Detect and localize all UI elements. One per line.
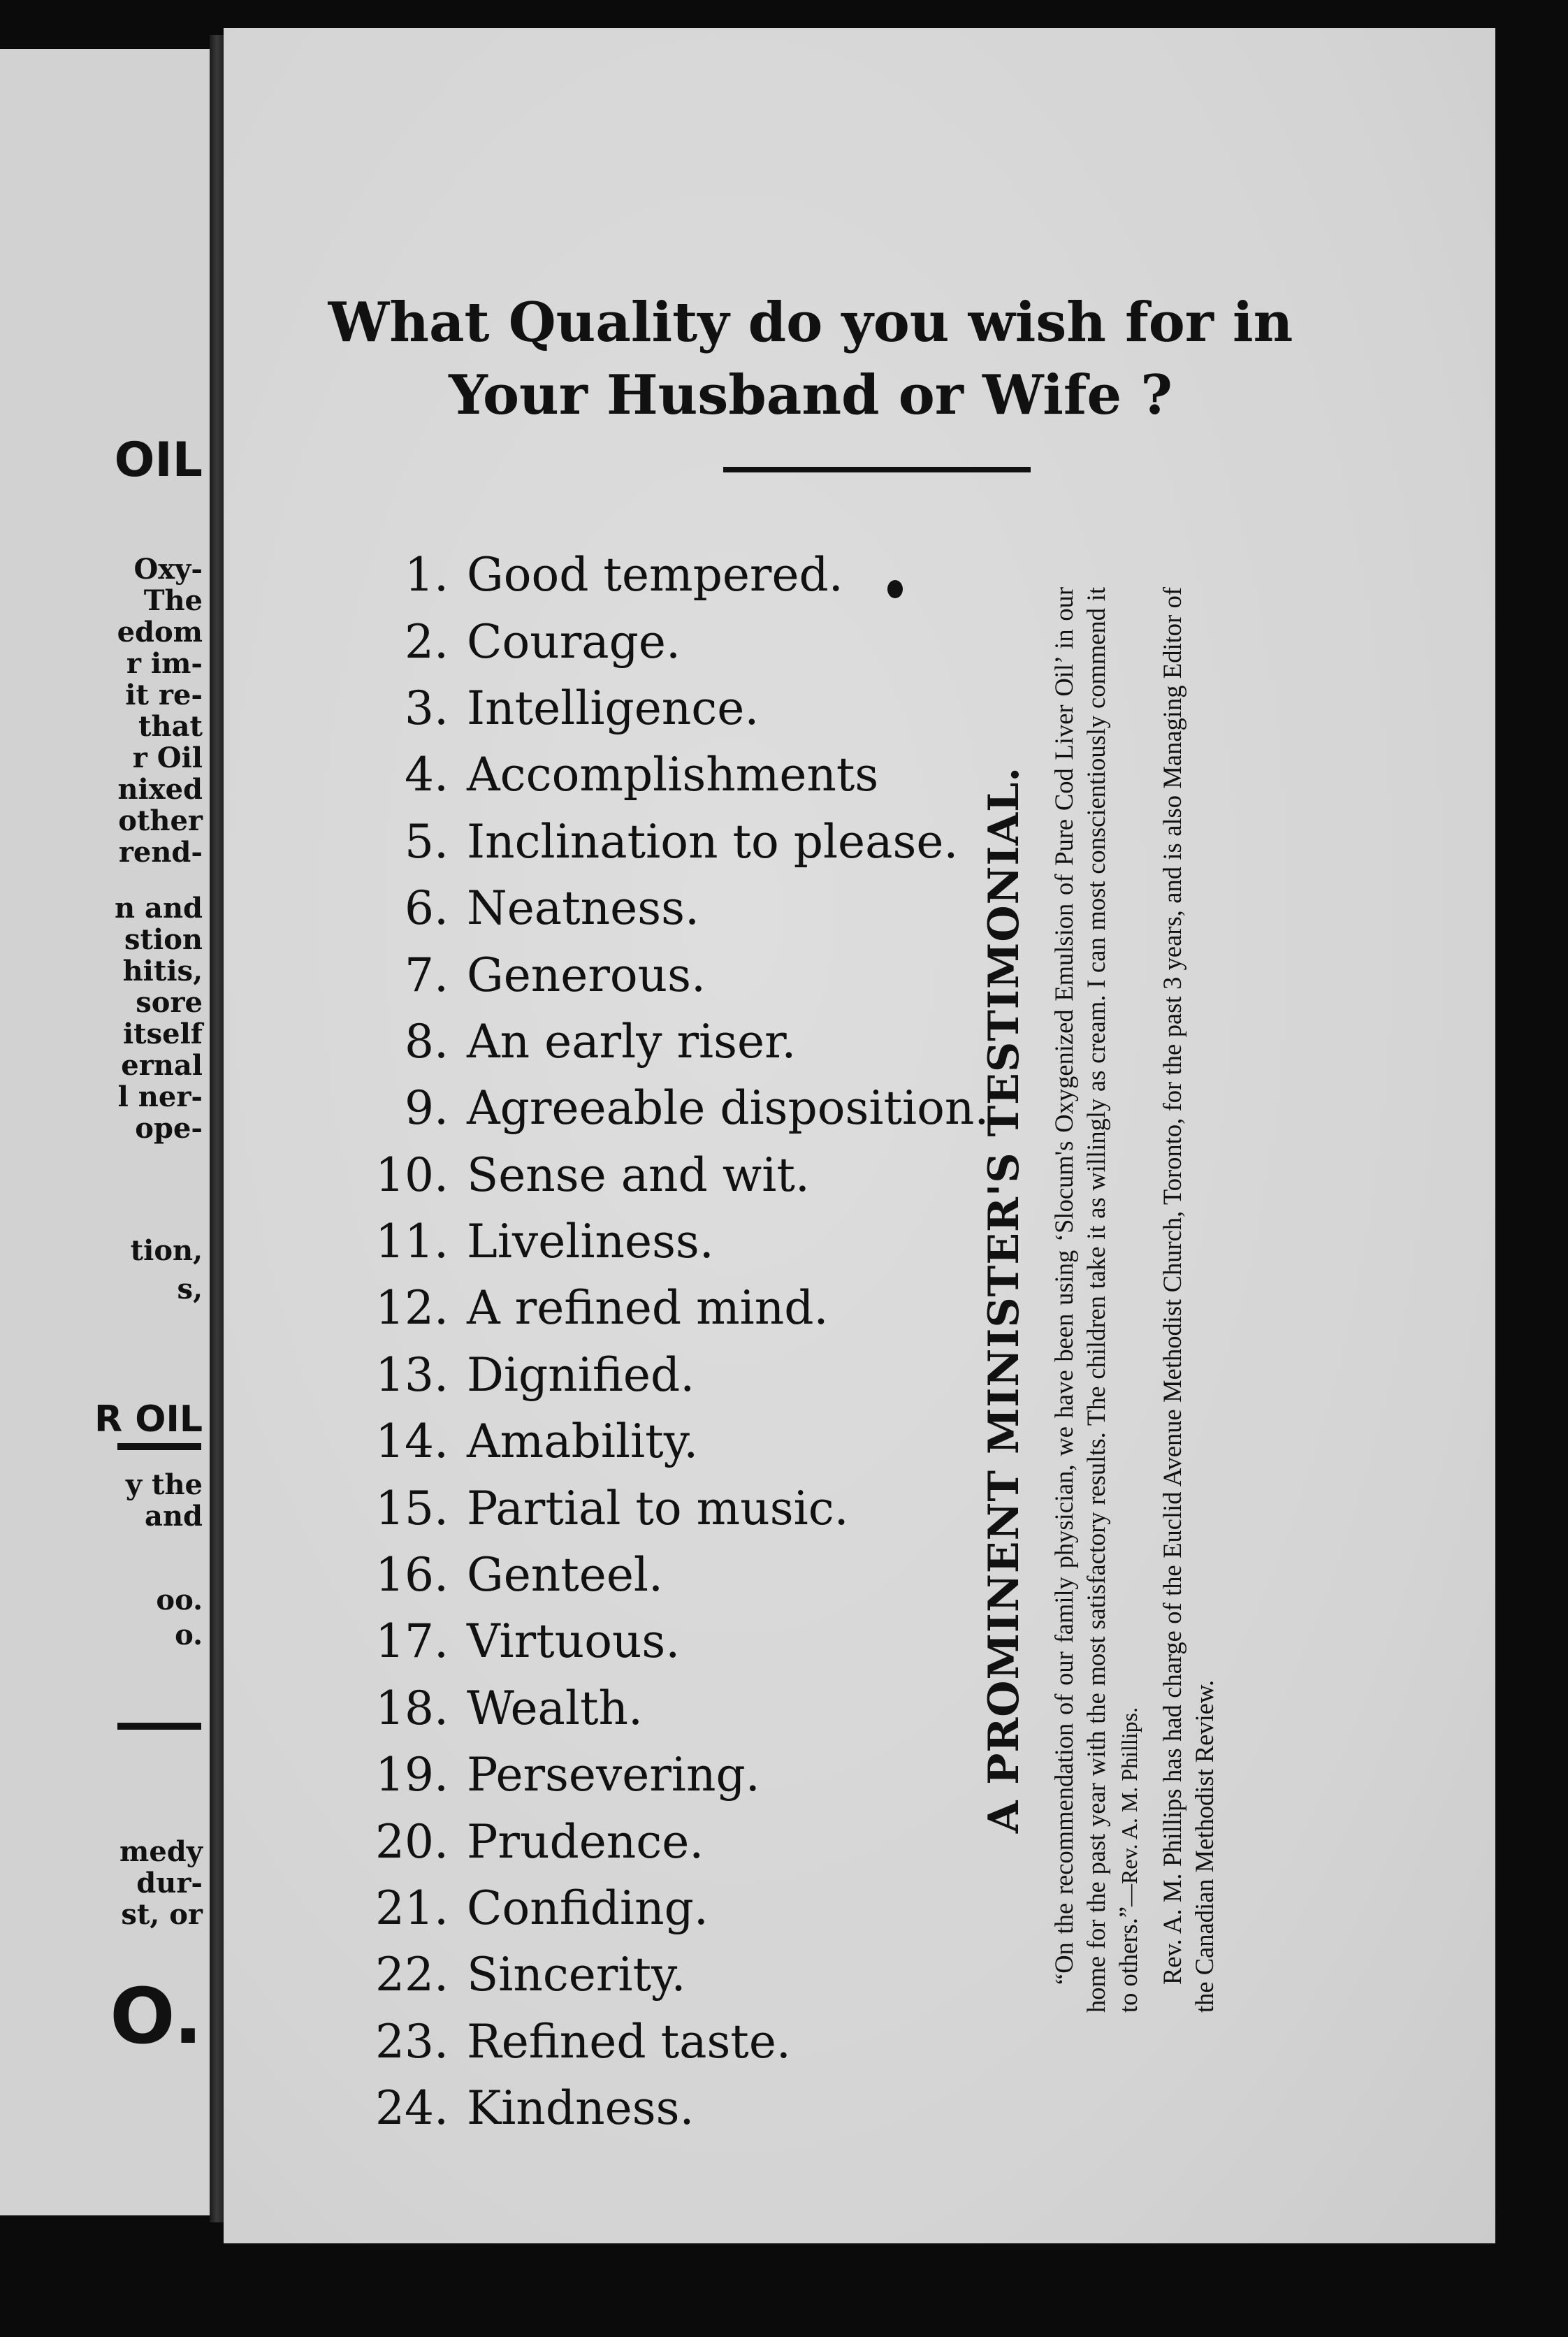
quality-text: Genteel. <box>467 1548 664 1602</box>
quality-text: Neatness. <box>467 881 699 936</box>
left-fragment: oo. <box>156 1584 203 1616</box>
title-line-1: What Quality do you wish for in <box>328 291 1293 354</box>
quality-text: Good tempered. <box>467 548 843 602</box>
left-fragment: medy <box>119 1835 203 1868</box>
quality-text: Accomplishments <box>467 748 879 802</box>
page-fold <box>210 35 224 2222</box>
quality-number: 13. <box>375 1347 449 1402</box>
quality-text: Courage. <box>467 614 681 669</box>
left-fragment: Oxy- <box>133 553 203 586</box>
left-fragment: st, or <box>121 1898 203 1931</box>
quality-number: 9. <box>405 1081 449 1136</box>
quality-number: 16. <box>375 1548 449 1602</box>
left-fragment: n and <box>115 892 203 925</box>
testimonial-column <box>978 587 1349 2013</box>
title-line-2: Your Husband or Wife ? <box>449 363 1173 427</box>
left-fragment: sore <box>136 986 203 1019</box>
quality-number: 7. <box>405 948 449 1002</box>
quality-text: Partial to music. <box>467 1481 849 1535</box>
quality-number: 10. <box>375 1148 449 1202</box>
quality-text: Prudence. <box>467 1814 704 1869</box>
quality-number: 3. <box>405 681 449 735</box>
quality-text: Amability. <box>467 1414 699 1469</box>
quality-text: Generous. <box>467 948 706 1002</box>
quality-text: Dignified. <box>467 1347 695 1402</box>
quality-text: An early riser. <box>467 1014 797 1069</box>
quality-number: 17. <box>375 1614 449 1669</box>
left-fragment: hitis, <box>122 955 203 987</box>
left-fragment: itself <box>122 1018 203 1050</box>
testimonial-note: Rev. A. M. Phillips has had charge of the Euclid Avenue Methodist Church, Toronto, for the past 3 years, and is also Managing Editor of the Canadian Methodist Review. <box>1158 587 1219 2013</box>
left-fragment: nixed <box>117 773 203 806</box>
left-fragment: s, <box>177 1273 203 1305</box>
quality-number: 14. <box>375 1414 449 1469</box>
testimonial-quote-text: “On the recommendation of our family physician, we have been using ‘Slocum's Oxygenized Emulsion of Pure Cod Liver Oil’ in our home for the past year with the most satisfactory results. The children take it as willingly as cream. I can most conscientiously commend it to others.” <box>1050 587 1142 2013</box>
left-fragment: ope- <box>135 1112 203 1145</box>
quality-number: 24. <box>375 2081 449 2136</box>
quality-number: 1. <box>405 548 449 602</box>
left-fragment: o. <box>175 1619 203 1651</box>
left-fragment: tion, <box>130 1234 203 1267</box>
left-fragment: OIL <box>114 433 203 488</box>
left-rule <box>117 1443 201 1450</box>
left-fragment: stion <box>124 923 203 956</box>
left-fragment: O. <box>110 1971 203 2061</box>
quality-number: 12. <box>375 1281 449 1336</box>
left-fragment: R OIL <box>94 1398 203 1440</box>
left-fragment: and <box>145 1500 203 1533</box>
quality-number: 5. <box>405 814 449 869</box>
left-fragment: it re- <box>125 679 203 711</box>
testimonial-heading: A PROMINENT MINISTER'S TESTIMONIAL. <box>980 766 1029 1834</box>
quality-number: 8. <box>405 1014 449 1069</box>
left-fragment: ernal <box>121 1049 203 1082</box>
left-fragment: edom <box>117 616 203 649</box>
left-fragment: The <box>143 584 203 617</box>
left-fragment: y the <box>125 1468 203 1501</box>
left-fragment: other <box>118 804 203 837</box>
left-page-fragment <box>0 49 210 2215</box>
quality-text: Kindness. <box>467 2081 695 2136</box>
quality-number: 20. <box>375 1814 449 1869</box>
testimonial-quote <box>1048 587 1145 2013</box>
quality-text: Intelligence. <box>467 681 760 735</box>
left-fragment: l ner- <box>117 1080 203 1113</box>
left-fragment: rend- <box>118 836 203 869</box>
quality-number: 2. <box>405 614 449 669</box>
testimonial-attribution: —Rev. A. M. Phillips. <box>1117 1707 1142 1906</box>
quality-number: 11. <box>375 1215 449 1269</box>
quality-number: 22. <box>375 1948 449 2002</box>
quality-text: Persevering. <box>467 1748 760 1802</box>
ink-speck <box>887 580 903 598</box>
quality-item <box>349 2009 1258 2075</box>
quality-text: Agreeable disposition. <box>467 1081 989 1136</box>
quality-number: 19. <box>375 1748 449 1802</box>
quality-number: 18. <box>375 1681 449 1735</box>
quality-text: A refined mind. <box>467 1281 829 1336</box>
quality-text: Sense and wit. <box>467 1148 810 1202</box>
quality-number: 6. <box>405 881 449 936</box>
page-title <box>321 287 1300 432</box>
left-fragment: dur- <box>136 1867 203 1900</box>
quality-number: 4. <box>405 748 449 802</box>
left-fragment: r im- <box>126 647 203 680</box>
quality-text: Virtuous. <box>467 1614 681 1669</box>
title-divider <box>723 467 1031 472</box>
quality-text: Sincerity. <box>467 1948 686 2002</box>
left-rule <box>117 1723 201 1730</box>
quality-text: Refined taste. <box>467 2014 791 2069</box>
quality-number: 23. <box>375 2014 449 2069</box>
quality-text: Liveliness. <box>467 1215 714 1269</box>
quality-text: Inclination to please. <box>467 814 959 869</box>
quality-text: Wealth. <box>467 1681 643 1735</box>
quality-item <box>349 2075 1258 2141</box>
left-fragment: r Oil <box>132 741 203 774</box>
quality-number: 15. <box>375 1481 449 1535</box>
quality-text: Confiding. <box>467 1881 709 1935</box>
left-fragment: that <box>138 710 203 743</box>
quality-number: 21. <box>375 1881 449 1935</box>
